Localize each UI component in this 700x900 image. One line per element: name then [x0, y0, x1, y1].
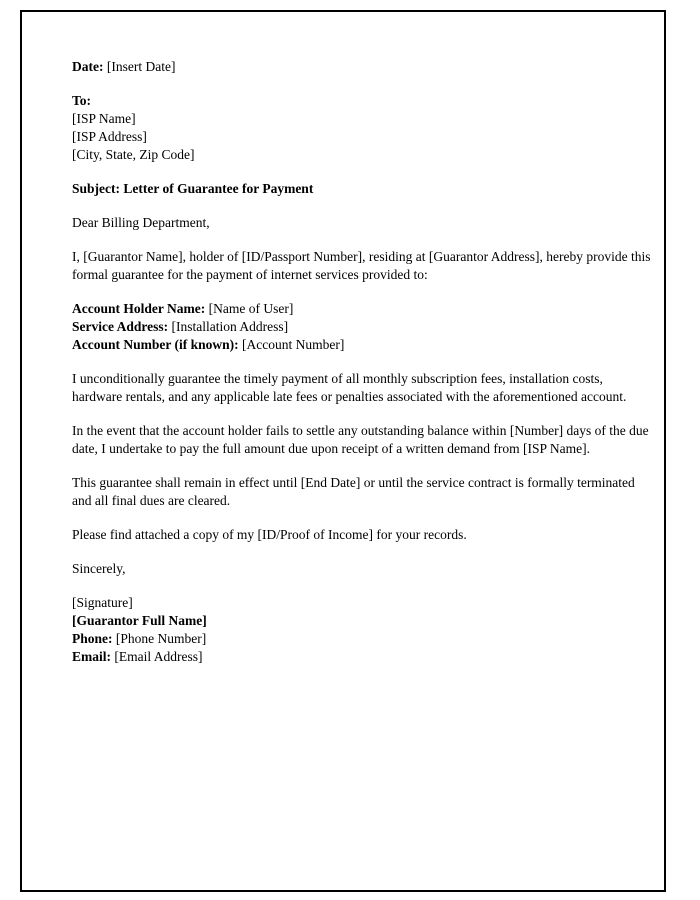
letter-body	[72, 58, 654, 666]
account-number-line	[72, 336, 654, 354]
service-address-label: Service Address:	[72, 319, 169, 334]
signature-block	[72, 594, 654, 666]
signature-placeholder: [Signature]	[72, 595, 133, 610]
attachment-paragraph: Please find attached a copy of my [ID/Proof of Income] for your records.	[72, 527, 467, 542]
intro-paragraph: I, [Guarantor Name], holder of [ID/Passport Number], residing at [Guarantor Address], hereby provide this formal guarantee for the payment of internet services provided to:	[72, 249, 651, 282]
to-label: To:	[72, 93, 92, 108]
account-number-value: [Account Number]	[242, 337, 345, 352]
effect-paragraph: This guarantee shall remain in effect until [End Date] or until the service contract is formally terminated and all final dues are cleared.	[72, 475, 635, 508]
date-label: Date:	[72, 59, 104, 74]
email-label: Email:	[72, 649, 111, 664]
subject-line	[72, 180, 654, 198]
phone-value: [Phone Number]	[115, 631, 207, 646]
email-line	[72, 648, 654, 666]
date-value: [Insert Date]	[106, 59, 176, 74]
phone-line	[72, 630, 654, 648]
account-number-label: Account Number (if known):	[72, 337, 239, 352]
recipient-line-city-state-zip: [City, State, Zip Code]	[72, 147, 195, 162]
date-line	[72, 58, 654, 76]
salutation: Dear Billing Department,	[72, 215, 210, 230]
page-border	[20, 10, 666, 892]
account-holder-label: Account Holder Name:	[72, 301, 206, 316]
email-value: [Email Address]	[114, 649, 203, 664]
guarantee-paragraph: I unconditionally guarantee the timely payment of all monthly subscription fees, installation costs, hardware rentals, and any applicable late fees or penalties associated with the aforementioned account.	[72, 371, 627, 404]
closing-line: Sincerely,	[72, 561, 126, 576]
service-address-value: [Installation Address]	[171, 319, 289, 334]
account-holder-line	[72, 300, 654, 318]
phone-label: Phone:	[72, 631, 113, 646]
recipient-line-isp-address: [ISP Address]	[72, 129, 147, 144]
account-holder-value: [Name of User]	[208, 301, 294, 316]
recipient-line-isp-name: [ISP Name]	[72, 111, 136, 126]
account-details-block	[72, 300, 654, 354]
default-paragraph: In the event that the account holder fails to settle any outstanding balance within [Number] days of the due date, I undertake to pay the full amount due upon receipt of a written demand from [ISP Name].	[72, 423, 649, 456]
service-address-line	[72, 318, 654, 336]
subject-text: Subject: Letter of Guarantee for Payment	[72, 181, 314, 196]
recipient-block	[72, 92, 654, 164]
guarantor-full-name: [Guarantor Full Name]	[72, 613, 207, 628]
